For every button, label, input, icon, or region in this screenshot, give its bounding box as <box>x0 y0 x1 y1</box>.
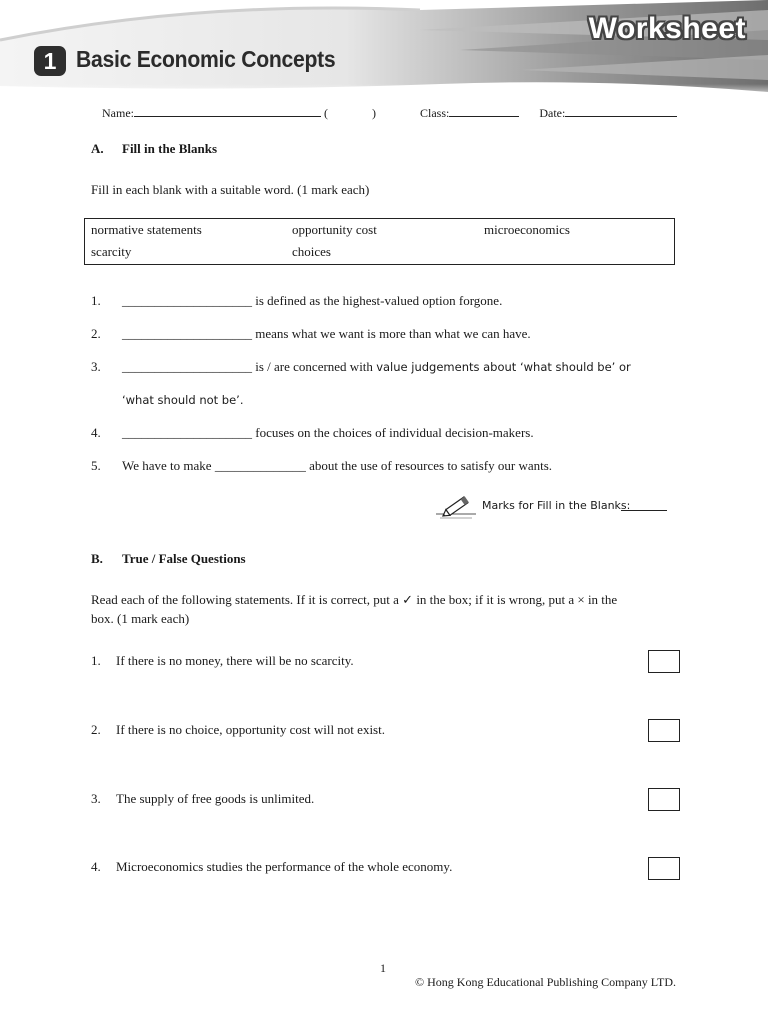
answer-blank[interactable]: ______________ <box>214 458 306 473</box>
paren-close: ) <box>372 106 376 120</box>
answer-blank[interactable]: ____________________ <box>122 326 252 341</box>
tf-number: 4. <box>91 859 101 874</box>
name-label: Name: <box>102 106 134 120</box>
student-info-row <box>102 104 677 121</box>
question-continuation: ‘what should not be’. <box>122 393 244 407</box>
answer-blank[interactable]: ____________________ <box>122 425 252 440</box>
page-number: 1 <box>380 961 386 975</box>
tf-answer-box[interactable] <box>648 788 680 811</box>
word-bank-item: normative statements <box>91 222 202 237</box>
question-text: means what we want is more than what we can have. <box>252 326 531 341</box>
question-text: We have to make <box>122 458 215 473</box>
question-text: is defined as the highest-valued option forgone. <box>252 293 503 308</box>
word-bank-item: choices <box>292 244 331 259</box>
section-a-instruction: Fill in each blank with a suitable word. (1 mark each) <box>91 182 370 197</box>
tf-number: 2. <box>91 722 101 737</box>
fill-blank-number: 3. <box>91 359 101 374</box>
tf-statement: The supply of free goods is unlimited. <box>116 791 315 806</box>
paren-open: ( <box>324 106 328 120</box>
word-bank-item: microeconomics <box>484 222 570 237</box>
section-b-letter: B. <box>91 551 103 566</box>
tf-statement: If there is no choice, opportunity cost will not exist. <box>116 722 385 737</box>
word-bank-item: scarcity <box>91 244 132 259</box>
pencil-icon <box>436 492 480 520</box>
fill-blank-question <box>122 425 534 441</box>
fill-blank-number: 2. <box>91 326 101 341</box>
header-banner <box>0 0 768 100</box>
chapter-number-badge: 1 <box>34 46 66 76</box>
answer-blank[interactable]: ____________________ <box>122 359 252 374</box>
fill-blank-number: 1. <box>91 293 101 308</box>
question-text: about the use of resources to satisfy our wants. <box>305 458 553 473</box>
chapter-title: Basic Economic Concepts <box>76 46 336 72</box>
section-b-instruction: Read each of the following statements. If it is correct, put a ✓ in the box; if it is wrong, put a × in the <box>91 592 618 607</box>
marks-field[interactable] <box>621 510 667 511</box>
fill-blank-question <box>122 293 502 309</box>
tf-answer-box[interactable] <box>648 650 680 673</box>
marks-label: Marks for Fill in the Blanks: <box>482 499 631 512</box>
section-b-instruction-continued: box. (1 mark each) <box>91 611 190 626</box>
tf-answer-box[interactable] <box>648 857 680 880</box>
word-bank-item: opportunity cost <box>292 222 377 237</box>
section-a-title: Fill in the Blanks <box>122 141 217 156</box>
class-label: Class: <box>420 106 450 120</box>
question-text: focuses on the choices of individual decision-makers. <box>252 425 534 440</box>
fill-blank-question <box>122 359 631 375</box>
question-text-continued: value judgements about ‘what should be’ or <box>376 360 631 374</box>
section-a-letter: A. <box>91 141 104 156</box>
class-field[interactable] <box>449 104 519 117</box>
date-field[interactable] <box>565 104 677 117</box>
tf-number: 1. <box>91 653 101 668</box>
tf-statement: Microeconomics studies the performance of the whole economy. <box>116 859 453 874</box>
tf-number: 3. <box>91 791 101 806</box>
fill-blank-number: 5. <box>91 458 101 473</box>
answer-blank[interactable]: ____________________ <box>122 293 252 308</box>
marks-row <box>436 492 480 520</box>
section-b-title: True / False Questions <box>122 551 246 566</box>
date-label: Date: <box>539 106 566 120</box>
question-text: is / are concerned with <box>252 359 377 374</box>
fill-blank-question <box>122 326 531 342</box>
fill-blank-question <box>122 458 552 474</box>
tf-answer-box[interactable] <box>648 719 680 742</box>
copyright-notice: © Hong Kong Educational Publishing Company LTD. <box>415 975 676 989</box>
name-field[interactable] <box>134 104 321 117</box>
tf-statement: If there is no money, there will be no scarcity. <box>116 653 354 668</box>
word-bank <box>84 218 675 265</box>
fill-blank-number: 4. <box>91 425 101 440</box>
worksheet-label: Worksheet <box>588 12 746 45</box>
